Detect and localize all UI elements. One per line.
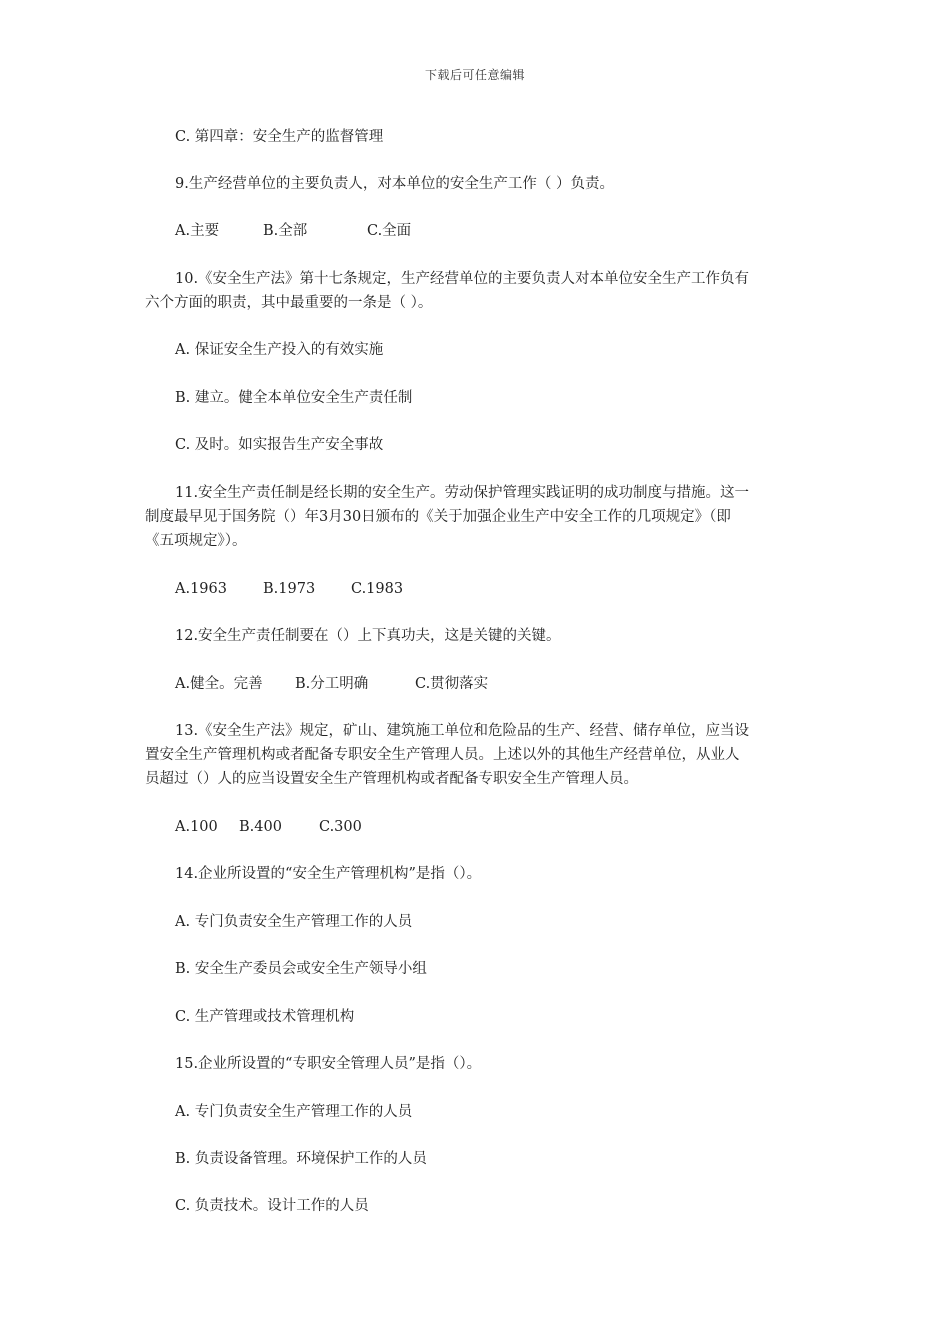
- question-9-options: [175, 219, 810, 243]
- page-header: 下载后可任意编辑: [424, 68, 525, 82]
- option-c: C.全面: [367, 223, 412, 239]
- question-10-line-2: 六个方面的职责，其中最重要的一条是（ ）。: [145, 295, 433, 311]
- question-12-options: [175, 672, 810, 696]
- option-b: B.1973: [263, 581, 316, 597]
- question-14: 14.企业所设置的“安全生产管理机构”是指（）。: [175, 866, 482, 882]
- question-11-line-2: 制度最早见于国务院（）年3月30日颁布的《关于加强企业生产中安全工作的几项规定》（即: [145, 509, 731, 525]
- question-10-line-1: 10.《安全生产法》第十七条规定，生产经营单位的主要负责人对本单位安全生产工作负有: [175, 271, 750, 287]
- option-c: C.300: [319, 819, 362, 835]
- question-10-option-b: B. 建立。健全本单位安全生产责任制: [175, 390, 413, 406]
- question-15-option-b: B. 负责设备管理。环境保护工作的人员: [175, 1151, 427, 1167]
- question-14-option-b: B. 安全生产委员会或安全生产领导小组: [175, 961, 427, 977]
- option-a: A.100: [175, 819, 218, 835]
- question-15-option-a: A. 专门负责安全生产管理工作的人员: [175, 1104, 413, 1120]
- option-a: A.1963: [175, 581, 227, 597]
- question-11-line-1: 11.安全生产责任制是经长期的安全生产。劳动保护管理实践证明的成功制度与措施。这一: [175, 485, 750, 501]
- option-b: B.分工明确: [295, 676, 369, 692]
- question-13-line-2: 置安全生产管理机构或者配备专职安全生产管理人员。上述以外的其他生产经营单位，从业人: [145, 747, 740, 763]
- question-15-option-c: C. 负责技术。设计工作的人员: [175, 1198, 369, 1214]
- question-11-options: [175, 577, 810, 601]
- question-14-option-a: A. 专门负责安全生产管理工作的人员: [175, 914, 413, 930]
- option-c: C.贯彻落实: [415, 676, 489, 692]
- question-10-option-a: A. 保证安全生产投入的有效实施: [175, 342, 384, 358]
- question-11-line-3: 《五项规定》）。: [145, 533, 247, 549]
- question-10-option-c: C. 及时。如实报告生产安全事故: [175, 437, 384, 453]
- question-13-line-3: 员超过（）人的应当设置安全生产管理机构或者配备专职安全生产管理人员。: [145, 771, 638, 787]
- question-14-option-c: C. 生产管理或技术管理机构: [175, 1009, 355, 1025]
- option-a: A.健全。完善: [175, 676, 263, 692]
- option-a: A.主要: [175, 223, 220, 239]
- question-13-line-1: 13.《安全生产法》规定，矿山、建筑施工单位和危险品的生产、经营、储存单位，应当设: [175, 723, 750, 739]
- question-9: 9.生产经营单位的主要负责人，对本单位的安全生产工作（ ）负责。: [175, 176, 614, 192]
- option-b: B.400: [239, 819, 282, 835]
- question-13-options: [175, 815, 810, 839]
- option-c: C.1983: [351, 581, 404, 597]
- question-15: 15.企业所设置的“专职安全管理人员”是指（）。: [175, 1056, 482, 1072]
- question-12: 12.安全生产责任制要在（）上下真功夫，这是关键的关键。: [175, 628, 561, 644]
- option-chapter-4: C. 第四章：安全生产的监督管理: [175, 129, 384, 145]
- option-b: B.全部: [263, 223, 308, 239]
